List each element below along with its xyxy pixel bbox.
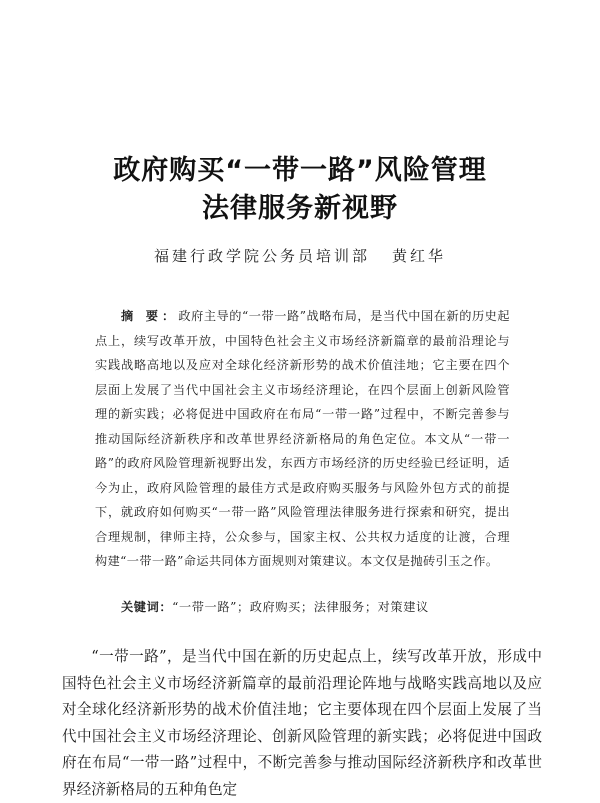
abstract [95, 304, 510, 574]
body-paragraph: “一带一路”，是当代中国在新的历史起点上，续写改革开放，形成中国特色社会主义市场经济新篇章的最前沿理论阵地与战略实践高地以及应对全球化经济新形势的战术价值洼地；它主要体现在四个层面上发展了当代中国社会主义市场经济理论、创新风险管理的新实践；必将促进中国政府在布局“一带一路”过程中，不断完善参与推动国际经济新秩序和改革世界经济新格局的五种角色定 [62, 648, 542, 798]
article-title-line-2: 法律服务新视野 [202, 193, 398, 224]
author-line [0, 245, 600, 266]
keywords-text: “一带一路”；政府购买；法律服务；对策建议 [172, 600, 429, 614]
article-title-line-1: 政府购买“一带一路”风险管理 [113, 155, 487, 186]
abstract-text: 政府主导的“一带一路”战略布局，是当代中国在新的历史起点上，续写改革开放，中国特色社会主义市场经济新篇章的最前沿理论与实践战略高地以及应对全球化经济新形势的战术价值洼地；它主要在四个层面上发展了当代中国社会主义市场经济理论，在四个层面上创新风险管理的新实践；必将促进中国政府在布局“一带一路”过程中，不断完善参与推动国际经济新秩序和改革世界经济新格局的角色定位。本文从“一带一路”的政府风险管理新视野出发，东西方市场经济的历史经验已经证明，适今为止，政府风险管理的最佳方式是政府购买服务与风险外包方式的前提下，就政府如何购买“一带一路”风险管理法律服务进行探索和研究，提出合理规制，律师主持，公众参与，国家主权、公共权力适度的让渡，合理构建“一带一路”命运共同体方面规则对策建议。本文仅是抛砖引玉之作。 [95, 309, 510, 568]
keywords-label: 关键词： [121, 600, 173, 614]
keywords [121, 598, 429, 615]
author-name: 黄红华 [392, 247, 447, 265]
author-affiliation: 福建行政学院公务员培训部 [153, 247, 370, 265]
abstract-label: 摘 要： [121, 309, 179, 323]
